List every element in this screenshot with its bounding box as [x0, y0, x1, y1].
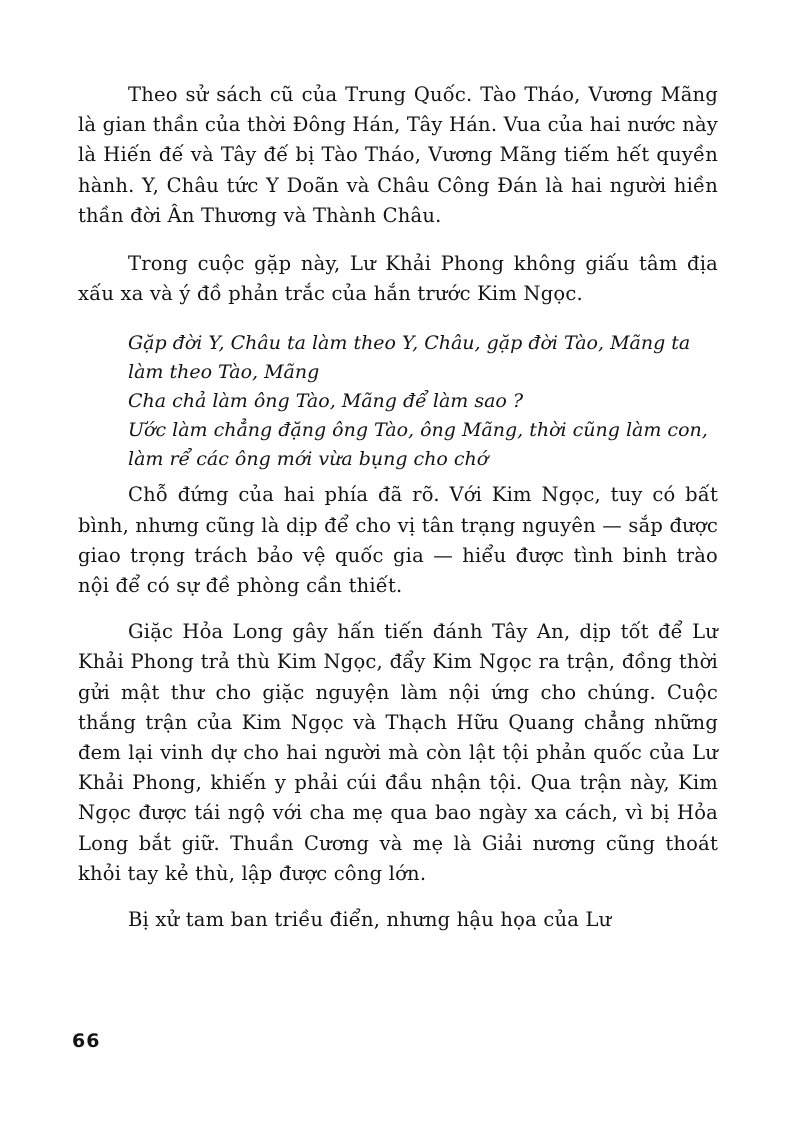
page-number: 66 — [72, 1030, 101, 1052]
paragraph-historical-note: Theo sử sách cũ của Trung Quốc. Tào Tháo, Vương Mãng là gian thần của thời Đông Hán, Tây Hán. Vua của hai nước này là Hiến đế và Tây đế bị Tào Tháo, Vương Mãng tiếm hết quyền hành. Y, Châu tức Y Doãn và Châu Công Đán là hai người hiền thần đời Ân Thương và Thành Châu. — [78, 83, 718, 227]
verse-line: Gặp đời Y, Châu ta làm theo Y, Châu, gặp đời Tào, Mãng ta làm theo Tào, Mãng — [128, 332, 691, 384]
paragraph-positions: Chỗ đứng của hai phía đã rõ. Với Kim Ngọc, tuy có bất bình, nhưng cũng là dịp để cho vị tân trạng nguyên — sắp được giao trọng trách bảo vệ quốc gia — hiểu được tình binh trào nội để có sự đề phòng cần thiết. — [78, 483, 718, 598]
quoted-verse — [128, 329, 718, 474]
paragraph-hoa-long: Giặc Hỏa Long gây hấn tiến đánh Tây An, dịp tốt để Lư Khải Phong trả thù Kim Ngọc, đẩy Kim Ngọc ra trận, đồng thời gửi mật thư cho giặc nguyện làm nội ứng cho chúng. Cuộc thắng trận của Kim Ngọc và Thạch Hữu Quang chẳng những đem lại vinh dự cho hai người mà còn lật tội phản quốc của Lư Khải Phong, khiến y phải cúi đầu nhận tội. Qua trận này, Kim Ngọc được tái ngộ với cha mẹ qua bao ngày xa cách, vì bị Hỏa Long bắt giữ. Thuần Cương và mẹ là Giải nương cũng thoát khỏi tay kẻ thù, lập được công lớn. — [78, 620, 718, 885]
verse-line: Cha chả làm ông Tào, Mãng để làm sao ? — [128, 390, 524, 413]
paragraph-meeting: Trong cuộc gặp này, Lư Khải Phong không giấu tâm địa xấu xa và ý đồ phản trắc của hắn trước Kim Ngọc. — [78, 252, 718, 306]
paragraph-final: Bị xử tam ban triều điển, nhưng hậu họa của Lư — [128, 908, 612, 932]
book-page — [78, 80, 718, 1080]
verse-line: Ước làm chẳng đặng ông Tào, ông Mãng, thời cũng làm con, làm rể các ông mới vừa bụng cho chớ — [128, 419, 708, 471]
